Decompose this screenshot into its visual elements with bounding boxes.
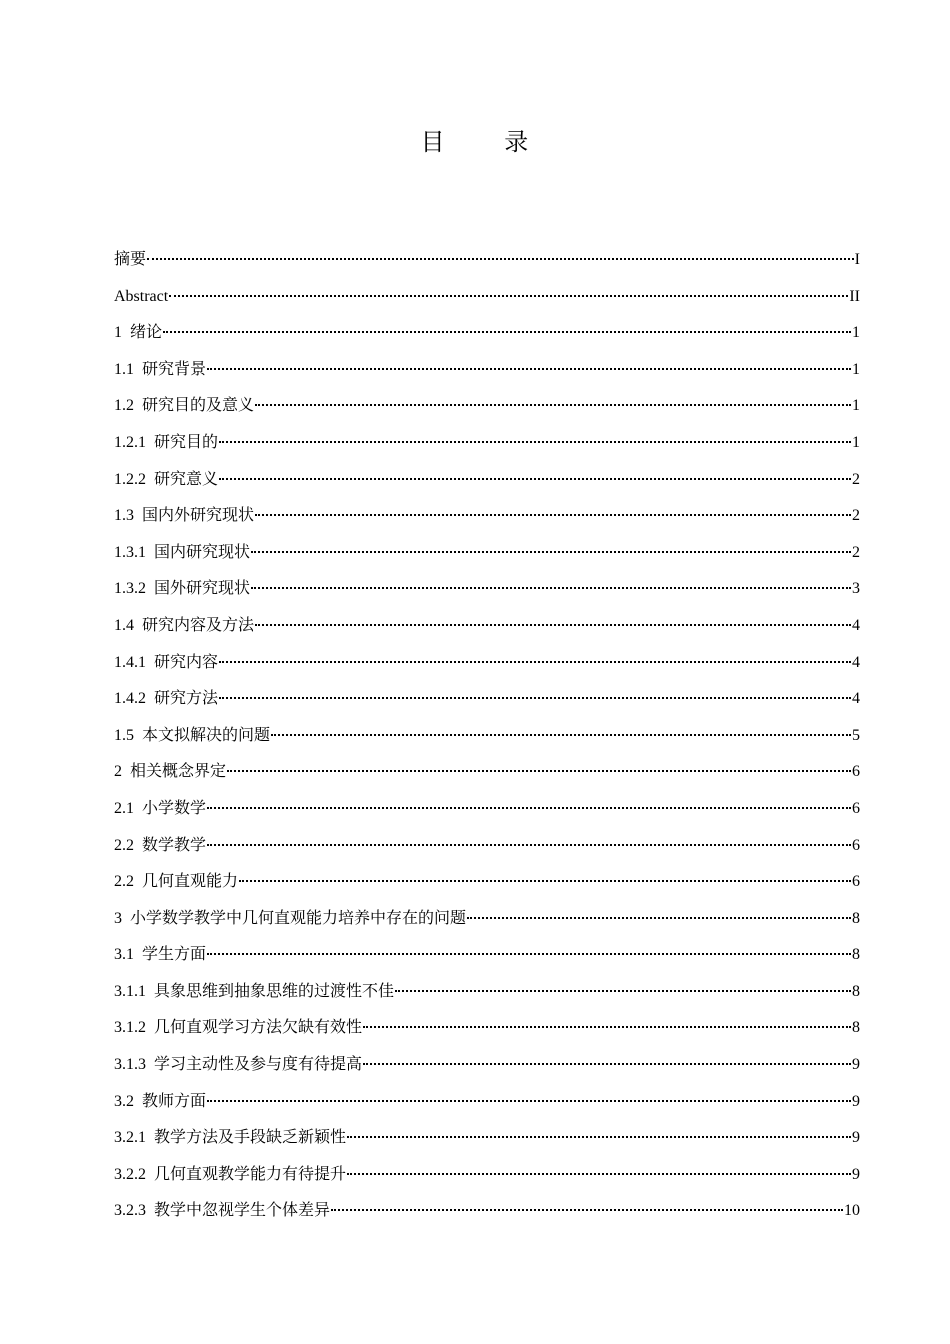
- toc-dot-leader: [331, 1205, 843, 1211]
- toc-page-number: 1: [852, 324, 860, 342]
- toc-page-number: 6: [852, 799, 860, 817]
- toc-entry[interactable]: [114, 575, 860, 612]
- toc-entry-label: [114, 1051, 362, 1078]
- toc-page-number: II: [849, 287, 860, 305]
- toc-dot-leader: [255, 510, 851, 516]
- toc-entry-label: [114, 319, 162, 346]
- toc-dot-leader: [219, 437, 851, 443]
- toc-entry-label: [114, 246, 146, 272]
- toc-entry-number: 3.1.3: [114, 1056, 146, 1074]
- toc-entry-text: 学生方面: [142, 944, 207, 964]
- toc-dot-leader: [395, 986, 851, 992]
- toc-entry-number: 3.2.1: [114, 1129, 146, 1147]
- toc-entry-text: 小学数学教学中几何直观能力培养中存在的问题: [130, 907, 467, 927]
- toc-page-number: 2: [852, 507, 860, 525]
- toc-dot-leader: [207, 364, 851, 370]
- toc-dot-leader: [227, 766, 851, 772]
- toc-entry-label: [114, 1014, 362, 1041]
- toc-entry[interactable]: [114, 429, 860, 466]
- toc-entry-text: 研究目的: [154, 431, 219, 451]
- toc-entry-text: 国外研究现状: [154, 578, 251, 598]
- toc-entry[interactable]: [114, 905, 860, 942]
- toc-dot-leader: [219, 474, 851, 480]
- toc-dot-leader: [271, 730, 851, 736]
- toc-entry[interactable]: [114, 978, 860, 1015]
- toc-entry[interactable]: [114, 868, 860, 905]
- toc-entry-text: 教学中忽视学生个体差异: [154, 1200, 331, 1220]
- toc-dot-leader: [251, 583, 851, 589]
- toc-entry-text: 研究内容及方法: [142, 614, 255, 634]
- toc-page-number: 9: [852, 1056, 860, 1074]
- toc-entry-label: [114, 1124, 346, 1151]
- toc-entry-text: 教学方法及手段缺乏新颖性: [154, 1127, 347, 1147]
- toc-dot-leader: [255, 620, 851, 626]
- toc-entry-text: 教师方面: [142, 1090, 207, 1110]
- toc-page-number: 8: [852, 909, 860, 927]
- toc-entry[interactable]: [114, 1124, 860, 1161]
- toc-entry[interactable]: [114, 685, 860, 722]
- toc-dot-leader: [169, 291, 848, 297]
- toc-entry-number: 3: [114, 909, 122, 927]
- toc-entry-number: 1: [114, 324, 122, 342]
- toc-entry-label: [114, 758, 226, 785]
- toc-entry-label: [114, 722, 270, 749]
- toc-entry[interactable]: [114, 722, 860, 759]
- toc-dot-leader: [207, 840, 851, 846]
- toc-entry[interactable]: [114, 1197, 860, 1234]
- toc-entry-text: 具象思维到抽象思维的过渡性不佳: [154, 980, 395, 1000]
- toc-entry-text: 本文拟解决的问题: [142, 724, 271, 744]
- toc-entry[interactable]: [114, 612, 860, 649]
- toc-page-number: 4: [852, 653, 860, 671]
- toc-page-number: 6: [852, 763, 860, 781]
- toc-entry[interactable]: [114, 246, 860, 283]
- toc-entry[interactable]: [114, 283, 860, 320]
- toc-entry-text: 研究方法: [154, 688, 219, 708]
- toc-entry-number: 1.1: [114, 360, 134, 378]
- toc-entry-text: 研究意义: [154, 468, 219, 488]
- toc-entry-number: 2.1: [114, 799, 134, 817]
- toc-entry[interactable]: [114, 649, 860, 686]
- toc-dot-leader: [251, 547, 851, 553]
- toc-dot-leader: [363, 1059, 851, 1065]
- toc-entry-label: [114, 392, 254, 419]
- toc-entry-number: 3.2: [114, 1092, 134, 1110]
- toc-dot-leader: [147, 254, 854, 260]
- toc-entry[interactable]: [114, 758, 860, 795]
- toc-entry-text: 摘要: [114, 249, 147, 268]
- toc-dot-leader: [207, 1096, 851, 1102]
- toc-entry-number: 3.2.2: [114, 1165, 146, 1183]
- toc-page-number: 8: [852, 1019, 860, 1037]
- toc-entry-label: [114, 612, 254, 639]
- toc-entry-number: 2.2: [114, 873, 134, 891]
- toc-entry-text: 相关概念界定: [130, 761, 227, 781]
- toc-entry-text: 小学数学: [142, 797, 207, 817]
- toc-page-number: 1: [852, 397, 860, 415]
- toc-entry-label: [114, 283, 168, 310]
- toc-dot-leader: [363, 1022, 851, 1028]
- toc-title: 目 录: [420, 128, 555, 156]
- toc-entry-text: 几何直观能力: [142, 871, 239, 891]
- toc-page-number: 1: [852, 360, 860, 378]
- toc-entry-text: 几何直观学习方法欠缺有效性: [154, 1017, 363, 1037]
- toc-entry[interactable]: [114, 1161, 860, 1198]
- toc-entry[interactable]: [114, 319, 860, 356]
- toc-page-number: 9: [852, 1092, 860, 1110]
- toc-entry[interactable]: [114, 1014, 860, 1051]
- toc-dot-leader: [239, 876, 851, 882]
- toc-entry-number: 1.5: [114, 726, 134, 744]
- toc-entry-label: [114, 685, 218, 712]
- toc-entry-number: 2: [114, 763, 122, 781]
- toc-entry-text: 研究背景: [142, 358, 207, 378]
- toc-page-number: 4: [852, 690, 860, 708]
- toc-page-number: 2: [852, 543, 860, 561]
- toc-entry-text: 研究目的及意义: [142, 395, 255, 415]
- toc-entry[interactable]: [114, 941, 860, 978]
- toc-entry-label: [114, 978, 394, 1005]
- toc-page-number: 6: [852, 873, 860, 891]
- toc-page-number: 8: [852, 946, 860, 964]
- toc-entry-number: 1.4: [114, 616, 134, 634]
- toc-entry-label: [114, 905, 466, 932]
- toc-entry-number: 3.1.2: [114, 1019, 146, 1037]
- toc-page-number: 6: [852, 836, 860, 854]
- toc-entry[interactable]: [114, 1051, 860, 1088]
- toc-entry-text: 数学教学: [142, 834, 207, 854]
- toc-entry[interactable]: [114, 539, 860, 576]
- toc-entry-label: [114, 1088, 206, 1115]
- toc-entry-number: 2.2: [114, 836, 134, 854]
- toc-entry-label: [114, 832, 206, 859]
- toc-page-number: 3: [852, 580, 860, 598]
- toc-entry-text: 研究内容: [154, 651, 219, 671]
- toc-page-number: 9: [852, 1129, 860, 1147]
- toc-entry-number: 1.2.1: [114, 433, 146, 451]
- toc-page-number: 4: [852, 616, 860, 634]
- toc-entry-number: 1.3.2: [114, 580, 146, 598]
- toc-entry-number: 3.1.1: [114, 982, 146, 1000]
- toc-dot-leader: [467, 913, 851, 919]
- toc-entry-label: [114, 575, 250, 602]
- toc-dot-leader: [207, 949, 851, 955]
- toc-entry[interactable]: [114, 392, 860, 429]
- toc-entry-number: 1.3: [114, 507, 134, 525]
- toc-page-number: 9: [852, 1165, 860, 1183]
- toc-dot-leader: [207, 803, 851, 809]
- toc-entry-number: 1.4.2: [114, 690, 146, 708]
- toc-entry-label: [114, 1161, 346, 1188]
- toc-entry-label: [114, 795, 206, 822]
- toc-entry-text: 几何直观教学能力有待提升: [154, 1163, 347, 1183]
- toc-entry-label: [114, 649, 218, 676]
- toc-dot-leader: [347, 1169, 851, 1175]
- toc-dot-leader: [219, 693, 851, 699]
- toc-entry-number: 3.1: [114, 946, 134, 964]
- toc-entry-label: [114, 868, 238, 895]
- toc-entry-label: [114, 356, 206, 383]
- toc-entry-number: 1.2: [114, 397, 134, 415]
- toc-entry-number: 3.2.3: [114, 1202, 146, 1220]
- toc-page-number: 1: [852, 433, 860, 451]
- toc-page-number: I: [854, 251, 860, 268]
- toc-entry[interactable]: [114, 1088, 860, 1125]
- toc-page-number: 2: [852, 470, 860, 488]
- toc-entry-label: [114, 466, 218, 493]
- toc-entry-text: Abstract: [114, 287, 169, 305]
- toc-entry[interactable]: [114, 466, 860, 503]
- toc-page-number: 8: [852, 982, 860, 1000]
- toc-entry-label: [114, 429, 218, 456]
- toc-entry-number: 1.4.1: [114, 653, 146, 671]
- toc-entry-number: 1.2.2: [114, 470, 146, 488]
- toc-entry-label: [114, 1197, 330, 1224]
- toc-entry-text: 学习主动性及参与度有待提高: [154, 1054, 363, 1074]
- toc-entry-label: [114, 941, 206, 968]
- toc-entry-label: [114, 502, 254, 529]
- toc-entry[interactable]: [114, 795, 860, 832]
- toc-dot-leader: [255, 400, 851, 406]
- toc-list: [114, 246, 860, 1234]
- toc-entry[interactable]: [114, 832, 860, 869]
- toc-entry-number: 1.3.1: [114, 543, 146, 561]
- toc-entry-text: 国内外研究现状: [142, 505, 255, 525]
- toc-page-number: 10: [844, 1202, 860, 1220]
- toc-entry-text: 国内研究现状: [154, 541, 251, 561]
- toc-entry[interactable]: [114, 356, 860, 393]
- toc-entry-text: 绪论: [130, 322, 163, 342]
- toc-dot-leader: [347, 1132, 851, 1138]
- toc-dot-leader: [219, 657, 851, 663]
- toc-page-number: 5: [852, 726, 860, 744]
- toc-dot-leader: [163, 327, 851, 333]
- toc-entry[interactable]: [114, 502, 860, 539]
- toc-entry-label: [114, 539, 250, 566]
